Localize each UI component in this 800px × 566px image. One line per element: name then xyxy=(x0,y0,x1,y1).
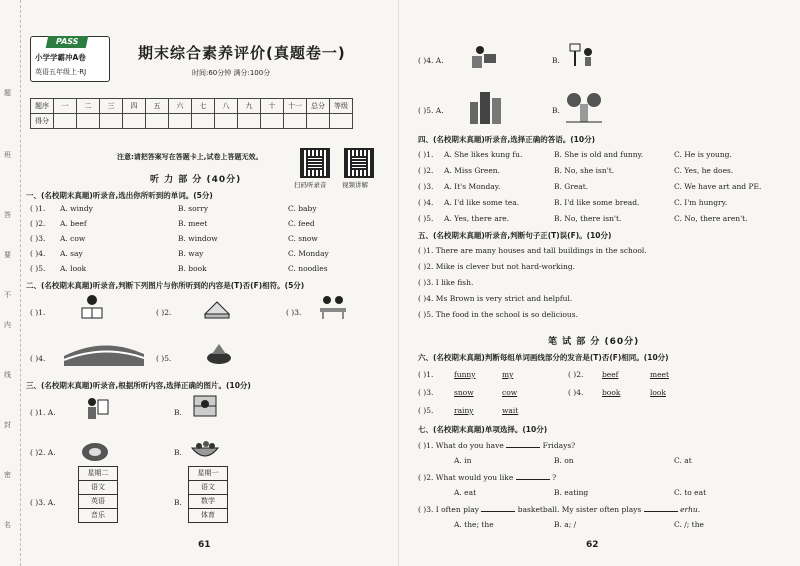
score-cell: 四 xyxy=(123,99,146,114)
answer-blank[interactable]: ( )3. xyxy=(418,182,434,191)
q2-item-5[interactable]: ( )5. xyxy=(156,354,172,363)
q3-item-4-a[interactable]: ( )4. A. xyxy=(418,56,444,65)
q3-item-2-b: B. xyxy=(174,448,182,457)
option-a: A. eat xyxy=(454,488,477,497)
word: beef xyxy=(602,370,619,379)
q3-heading: 三、(名校期末真题)听录音,根据所听内容,选择正确的图片。(10分) xyxy=(26,381,251,390)
score-input-cell[interactable] xyxy=(284,114,307,129)
q3-item-5-b: B. xyxy=(552,106,560,115)
answer-blank[interactable]: ( )4. xyxy=(418,198,434,207)
option-c: C. /; the xyxy=(674,520,704,529)
schedule-cell: 体育 xyxy=(201,511,215,519)
q4-heading: 四、(名校期末真题)听录音,选择正确的答语。(10分) xyxy=(418,135,595,144)
option-b: B. book xyxy=(178,264,207,273)
margin-label: 内 xyxy=(4,321,11,329)
margin-label: 名 xyxy=(4,521,11,529)
salad-bowl-icon xyxy=(190,436,220,462)
option-a: A. I'd like some tea. xyxy=(444,198,520,207)
sandwich-icon xyxy=(202,296,232,322)
score-input-cell[interactable] xyxy=(238,114,261,129)
answer-blank[interactable]: ( )1. xyxy=(418,150,434,159)
score-cell: 二 xyxy=(77,99,100,114)
option-a: A. in xyxy=(454,456,472,465)
q2-item-2[interactable]: ( )2. xyxy=(156,308,172,317)
score-table xyxy=(30,98,353,129)
option-a: A. look xyxy=(60,264,87,273)
score-input-cell[interactable] xyxy=(215,114,238,129)
qr-label-audio: 扫码听录音 xyxy=(294,181,327,189)
brand-box xyxy=(30,36,110,82)
score-cell: 题序 xyxy=(31,99,54,114)
basketball-player-icon xyxy=(566,42,596,68)
option-c: C. Monday xyxy=(288,249,329,258)
option-c: C. Yes, he does. xyxy=(674,166,734,175)
option-c: C. at xyxy=(674,456,692,465)
score-table-score-row xyxy=(31,114,353,129)
q2-heading: 二、(名校期末真题)听录音,判断下列图片与你所听到的内容是(T)否(F)相符。(5分) xyxy=(26,281,305,290)
center-fold xyxy=(398,0,399,566)
option-c: C. He is young. xyxy=(674,150,732,159)
q7-stem-text[interactable]: ( )2. What would you like xyxy=(418,473,514,482)
page-right xyxy=(414,40,786,560)
schedule-cell: 星期二 xyxy=(79,467,117,481)
score-table-header-row xyxy=(31,99,353,114)
page-title: 期末综合素养评价(真题卷一) xyxy=(138,44,346,62)
answer-blank[interactable]: ( )5. xyxy=(418,214,434,223)
schedule-cell: 数学 xyxy=(189,495,227,509)
fill-blank xyxy=(644,504,678,512)
answer-blank[interactable]: ( )4. xyxy=(568,388,584,397)
answer-blank[interactable]: ( )1. xyxy=(30,204,46,213)
binding-margin xyxy=(0,0,21,566)
brand-name: 小学学霸冲A卷 xyxy=(35,53,86,62)
fill-blank xyxy=(506,440,540,448)
word: my xyxy=(502,370,514,379)
score-cell: 等级 xyxy=(330,99,353,114)
option-a: A. Yes, there are. xyxy=(444,214,510,223)
option-a: A. She likes kung fu. xyxy=(444,150,523,159)
q3-item-4-b: B. xyxy=(552,56,560,65)
q2-item-1[interactable]: ( )1. xyxy=(30,308,46,317)
option-b: B. window xyxy=(178,234,218,243)
margin-label: 线 xyxy=(4,371,11,379)
q5-statement[interactable]: ( )5. The food in the school is so delicious. xyxy=(418,310,578,319)
q7-heading: 七、(名校期末真题)单项选择。(10分) xyxy=(418,425,548,434)
q7-stem-3 xyxy=(418,504,700,514)
time-info: 时间:60分钟 满分:100分 xyxy=(192,69,271,77)
q5-statement[interactable]: ( )1. There are many houses and tall buildings in the school. xyxy=(418,246,647,255)
option-c: C. I'm hungry. xyxy=(674,198,728,207)
answer-blank[interactable]: ( )3. xyxy=(418,388,434,397)
score-input-cell[interactable] xyxy=(261,114,284,129)
option-c: C. snow xyxy=(288,234,318,243)
q5-statement[interactable]: ( )4. Ms Brown is very strict and helpful. xyxy=(418,294,573,303)
word: snow xyxy=(454,388,474,397)
score-cell: 总分 xyxy=(307,99,330,114)
option-c: C. noodles xyxy=(288,264,328,273)
score-cell: 七 xyxy=(192,99,215,114)
qr-code-icon[interactable] xyxy=(344,148,374,178)
score-cell: 十 xyxy=(261,99,284,114)
schedule-cell: 英语 xyxy=(79,495,117,509)
word: look xyxy=(650,388,666,397)
q7-stem-text[interactable]: ( )1. What do you have xyxy=(418,441,504,450)
q7-stem-end: erhu. xyxy=(680,505,701,514)
answer-blank[interactable]: ( )2. xyxy=(30,219,46,228)
option-a: A. Miss Green. xyxy=(444,166,501,175)
q6-heading: 六、(名校期末真题)判断每组单词画线部分的发音是(T)否(F)相同。(10分) xyxy=(418,353,669,362)
q7-stem-end: ? xyxy=(552,473,557,482)
q3-item-5-a[interactable]: ( )5. A. xyxy=(418,106,444,115)
score-cell: 三 xyxy=(100,99,123,114)
score-input-cell[interactable] xyxy=(192,114,215,129)
option-b: B. way xyxy=(178,249,204,258)
hot-pot-icon xyxy=(204,340,234,366)
margin-label: 题 xyxy=(4,89,11,97)
margin-label: 密 xyxy=(4,471,11,479)
option-c: C. baby xyxy=(288,204,317,213)
option-a: A. say xyxy=(60,249,83,258)
listening-section-title: 听 力 部 分 (40分) xyxy=(150,175,242,185)
option-b: B. She is old and funny. xyxy=(554,150,644,159)
margin-label: 答 xyxy=(4,211,11,219)
option-a: A. cow xyxy=(60,234,86,243)
schedule-a xyxy=(78,466,118,523)
option-a: A. It's Monday. xyxy=(444,182,501,191)
word: funny xyxy=(454,370,476,379)
answer-blank[interactable]: ( )2. xyxy=(418,166,434,175)
word: book xyxy=(602,388,621,397)
option-b: B. sorry xyxy=(178,204,209,213)
q3-item-2-a[interactable]: ( )2. A. xyxy=(30,448,56,457)
score-input-cell[interactable] xyxy=(146,114,169,129)
schedule-cell: 语文 xyxy=(79,481,117,495)
score-cell: 一 xyxy=(54,99,77,114)
option-c: C. We have art and PE. xyxy=(674,182,762,191)
option-b: B. eating xyxy=(554,488,589,497)
q1-heading: 一、(名校期末真题)听录音,选出你所听到的单词。(5分) xyxy=(26,191,213,200)
option-b: B. No, she isn't. xyxy=(554,166,615,175)
score-input-cell[interactable] xyxy=(123,114,146,129)
option-b: B. Great. xyxy=(554,182,589,191)
option-a: A. the; the xyxy=(454,520,494,529)
q5-heading: 五、(名校期末真题)听录音,判断句子正(T)误(F)。(10分) xyxy=(418,231,612,240)
score-cell: 八 xyxy=(215,99,238,114)
answer-blank[interactable]: ( )3. xyxy=(30,234,46,243)
q7-stem-2 xyxy=(418,472,556,482)
writing-section-title: 笔 试 部 分 (60分) xyxy=(548,337,640,347)
word: meet xyxy=(650,370,670,379)
brand-grade: 英语五年级上·RJ xyxy=(35,68,87,76)
margin-label: 封 xyxy=(4,421,11,429)
q3-item-3-a[interactable]: ( )3. A. xyxy=(30,498,56,507)
option-c: C. No, there aren't. xyxy=(674,214,748,223)
fill-blank xyxy=(481,504,515,512)
fill-blank xyxy=(516,472,550,480)
score-cell: 九 xyxy=(238,99,261,114)
page-number-right: 62 xyxy=(586,540,599,550)
word: rainy xyxy=(454,406,474,415)
answer-sheet-note: 注意:请把答案写在答题卡上,试卷上答题无效。 xyxy=(117,153,263,161)
score-cell: 六 xyxy=(169,99,192,114)
q3-item-1-a[interactable]: ( )1. A. xyxy=(30,408,56,417)
q7-stem-text[interactable]: ( )3. I often play xyxy=(418,505,479,514)
option-b: B. I'd like some bread. xyxy=(554,198,640,207)
answer-blank[interactable]: ( )5. xyxy=(30,264,46,273)
page-number-left: 61 xyxy=(198,540,211,550)
score-row-label: 得分 xyxy=(31,114,54,129)
q7-stem-1 xyxy=(418,440,575,450)
word: wait xyxy=(502,406,519,415)
schedule-cell: 语文 xyxy=(189,481,227,495)
city-buildings-icon xyxy=(468,88,504,124)
q7-stem-end: Fridays? xyxy=(542,441,576,450)
option-c: C. feed xyxy=(288,219,315,228)
score-input-cell[interactable] xyxy=(77,114,100,129)
margin-label: 班 xyxy=(4,151,11,159)
page-left xyxy=(22,28,384,558)
q7-stem-mid: basketball. My sister often plays xyxy=(517,505,642,514)
answer-blank[interactable]: ( )2. xyxy=(568,370,584,379)
q3-item-1-b: B. xyxy=(174,408,182,417)
q5-statement[interactable]: ( )2. Mike is clever but not hard-working. xyxy=(418,262,576,271)
score-input-cell[interactable] xyxy=(100,114,123,129)
schedule-cell: 星期一 xyxy=(189,467,227,481)
margin-label: 要 xyxy=(4,251,11,259)
score-cell: 十一 xyxy=(284,99,307,114)
boy-reading-book-icon xyxy=(78,294,108,320)
girl-at-window-icon xyxy=(190,394,220,420)
option-b: B. No, there isn't. xyxy=(554,214,622,223)
option-b: B. meet xyxy=(178,219,208,228)
river-landscape-icon xyxy=(64,336,144,366)
answer-blank[interactable]: ( )4. xyxy=(30,249,46,258)
plate-icon xyxy=(80,438,110,464)
qr-code-icon[interactable] xyxy=(300,148,330,178)
schedule-cell: 音乐 xyxy=(91,511,105,519)
option-a: A. windy xyxy=(60,204,93,213)
option-b: B. a; / xyxy=(554,520,577,529)
word: cow xyxy=(502,388,518,397)
option-a: A. beef xyxy=(60,219,87,228)
score-input-cell[interactable] xyxy=(169,114,192,129)
answer-blank[interactable]: ( )1. xyxy=(418,370,434,379)
schedule-b xyxy=(188,466,228,523)
answer-blank[interactable]: ( )5. xyxy=(418,406,434,415)
pass-badge: PASS xyxy=(46,36,89,48)
boy-at-computer-icon xyxy=(468,44,498,70)
score-input-cell[interactable] xyxy=(54,114,77,129)
option-c: C. to eat xyxy=(674,488,707,497)
q2-item-3[interactable]: ( )3. xyxy=(286,308,302,317)
q5-statement[interactable]: ( )3. I like fish. xyxy=(418,278,474,287)
q3-item-3-b: B. xyxy=(174,498,182,507)
kids-at-desk-icon xyxy=(318,294,348,320)
score-input-cell[interactable] xyxy=(307,114,330,129)
qr-label-video: 视频讲解 xyxy=(342,181,368,189)
q2-item-4[interactable]: ( )4. xyxy=(30,354,46,363)
park-trees-icon xyxy=(566,88,602,124)
option-b: B. on xyxy=(554,456,574,465)
margin-label: 不 xyxy=(4,291,11,299)
score-cell: 五 xyxy=(146,99,169,114)
score-input-cell[interactable] xyxy=(330,114,353,129)
girl-painting-icon xyxy=(80,396,110,422)
